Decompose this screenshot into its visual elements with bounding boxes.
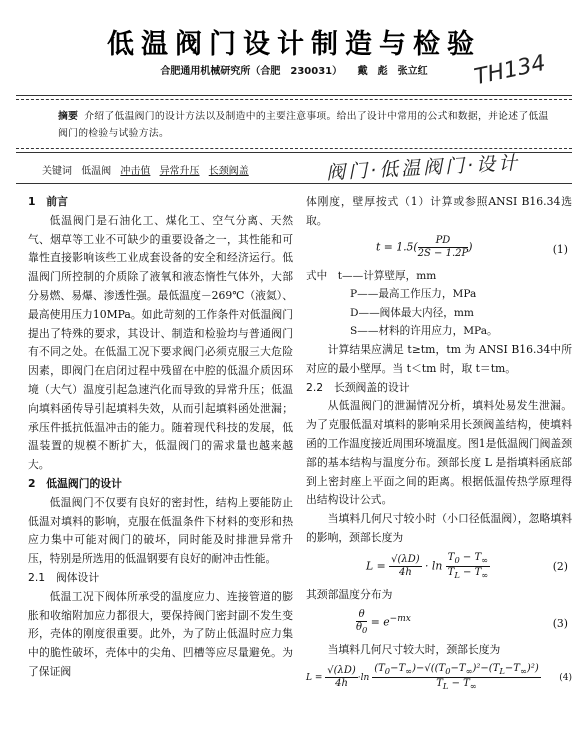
- paragraph: 低温阀门不仅要有良好的密封性，结构上要能防止低温对填料的影响，克服在低温条件下材料的变形和热应力集中可能对阀门的破坏，同时能及时排泄异常升压，特别是所选用的低温钢要有良好的耐冲击性能。: [28, 495, 293, 566]
- paragraph: 从低温阀门的泄漏情况分析，填料处易发生泄漏。为了克服低温对填料的影响采用长颈阀盖结构，使填料函的工作温度接近周围环境温度。图1是低温阀门阀盖颈部的基本结构与温度分布。颈部长度 L 是指填料函底部到上密封座上平面之间的距离。根据低温传热学原理得出结构设计公式。: [306, 399, 572, 507]
- handwritten-classification-code: TH134: [472, 50, 548, 91]
- equation-1-body: t = 1.5( $\frac{PD}{2S - 1.2P}$ ): [376, 234, 473, 259]
- paragraph: 体刚度，壁厚按式（1）计算或参照ANSI B16.34选取。: [306, 195, 572, 227]
- paragraph: 当填料几何尺寸较小时（小口径低温阀），忽略填料的影响，颈部长度为: [306, 512, 572, 544]
- paragraph: 计算结果应满足 t≥tm，tm 为 ANSI B16.34中所对应的最小壁厚。当 t＜tm 时，取 t＝tm。: [306, 342, 572, 375]
- symbol-def: P——最高工作压力，MPa: [350, 288, 477, 301]
- abstract: [58, 108, 558, 142]
- equation-number: (1): [552, 242, 568, 256]
- top-dash-rule: [16, 99, 572, 100]
- equation-3-body: $\frac{\theta}{\theta_0}$ = $e^{-mx}$: [356, 608, 411, 635]
- paragraph: 其颈部温度分布为: [306, 587, 393, 601]
- section-heading: 1 前言: [28, 195, 68, 208]
- right-column: [306, 193, 572, 693]
- equation-2-body: L = $\frac{√(\lambda D)}{4h}$ · ln $\frac{T_0 - T_\infty}{T_L - T_\infty}$: [366, 551, 489, 580]
- left-column: [28, 193, 293, 682]
- equation-4: [306, 663, 572, 692]
- institution: 合肥通用机械研究所（合肥 230031）: [160, 66, 343, 77]
- symbol-def: S——材料的许用应力，MPa。: [350, 325, 498, 338]
- paper-title: 低温阀门设计制造与检验: [107, 29, 481, 60]
- symbol-def: [306, 267, 572, 286]
- keywords-label: 关键词: [42, 166, 72, 177]
- paragraph: 低温工况下阀体所承受的温度应力、连接管道的膨胀和收缩附加应力都很大，要保持阀门密封副不发生变形，壳体的刚度很重要。此外，为了防止低温时应力集中的脆性破坏，壳体中的尖角、凹槽等应尽量避免。为了保证阀: [28, 589, 293, 678]
- keyword-item: 异常升压: [159, 166, 200, 177]
- equation-1: [306, 235, 572, 263]
- top-rule: [16, 95, 572, 96]
- equation-2: [306, 552, 572, 582]
- keyword-item: 冲击值: [120, 166, 151, 177]
- paragraph: 当填料几何尺寸较大时，颈部长度为: [327, 642, 501, 656]
- keyword-item: 长颈阀盖: [208, 166, 249, 177]
- abstract-label: 摘要: [58, 111, 79, 122]
- keywords: [42, 162, 249, 177]
- equation-number: (3): [552, 616, 568, 630]
- keywords-rule: [16, 183, 572, 184]
- equation-number: (2): [552, 559, 568, 573]
- subsection-heading: 2.1 阀体设计: [28, 570, 100, 584]
- handwritten-keywords: 阀门·低温阀门·设计: [325, 151, 521, 185]
- subsection-heading: 2.2 长颈阀盖的设计: [306, 380, 410, 394]
- symbol-def: D——阀体最大内径，mm: [350, 306, 474, 319]
- equation-number: (4): [559, 673, 572, 684]
- section-heading: 2 低温阀门的设计: [28, 476, 122, 490]
- authors: 戴 彪 张立红: [357, 66, 428, 77]
- symbol-t: t——计算壁厚，mm: [337, 269, 437, 282]
- equation-4-body: L = $\frac{√(\lambda D)}{4h}$ ·ln $\frac{(T_0-T_\infty)-√((T_0-T_\infty)^2-(T_L-T_\infty)^2)}{T_L - T_\infty}$: [306, 663, 539, 692]
- abstract-text: 介绍了低温阀门的设计方法以及制造中的主要注意事项。给出了设计中常用的公式和数据，并论述了低温阀门的检验与试验方法。: [58, 111, 549, 139]
- keyword-item: 低温阀: [81, 166, 112, 177]
- equation-3: [306, 609, 572, 637]
- symbol-list: [306, 267, 572, 341]
- symbol-intro: 式中: [306, 269, 328, 282]
- paragraph: 低温阀门是石油化工、煤化工、空气分离、天然气、烟草等工业不可缺少的重要设备之一，其性能和可靠性直接影响该些工业成套设备的安全和经济运行。低温阀门所控制的介质除了液氧和液态惰性气体外，大部分易燃、易爆、渗透性强。最低温度－269℃（液氦）、最高使用压力10MPa。如此苛刻的工作条件对低温阀门提出了特殊的要求，其设计、制造和检验均与普通阀门有不同之处。在低温工况下要求阀门必须克服三大危险因素，即阀门在启闭过程中残留在中腔的低温介质因环境（大气）温度引起急速汽化而导致的异常升压；低温向填料函传导引起填料失效，从而引起填料函处泄漏；承压件抵抗低温冲击的能力。随着现代科技的发展，低温装置的规模不断扩大，低温阀门的需求量也越来越大。: [28, 213, 293, 472]
